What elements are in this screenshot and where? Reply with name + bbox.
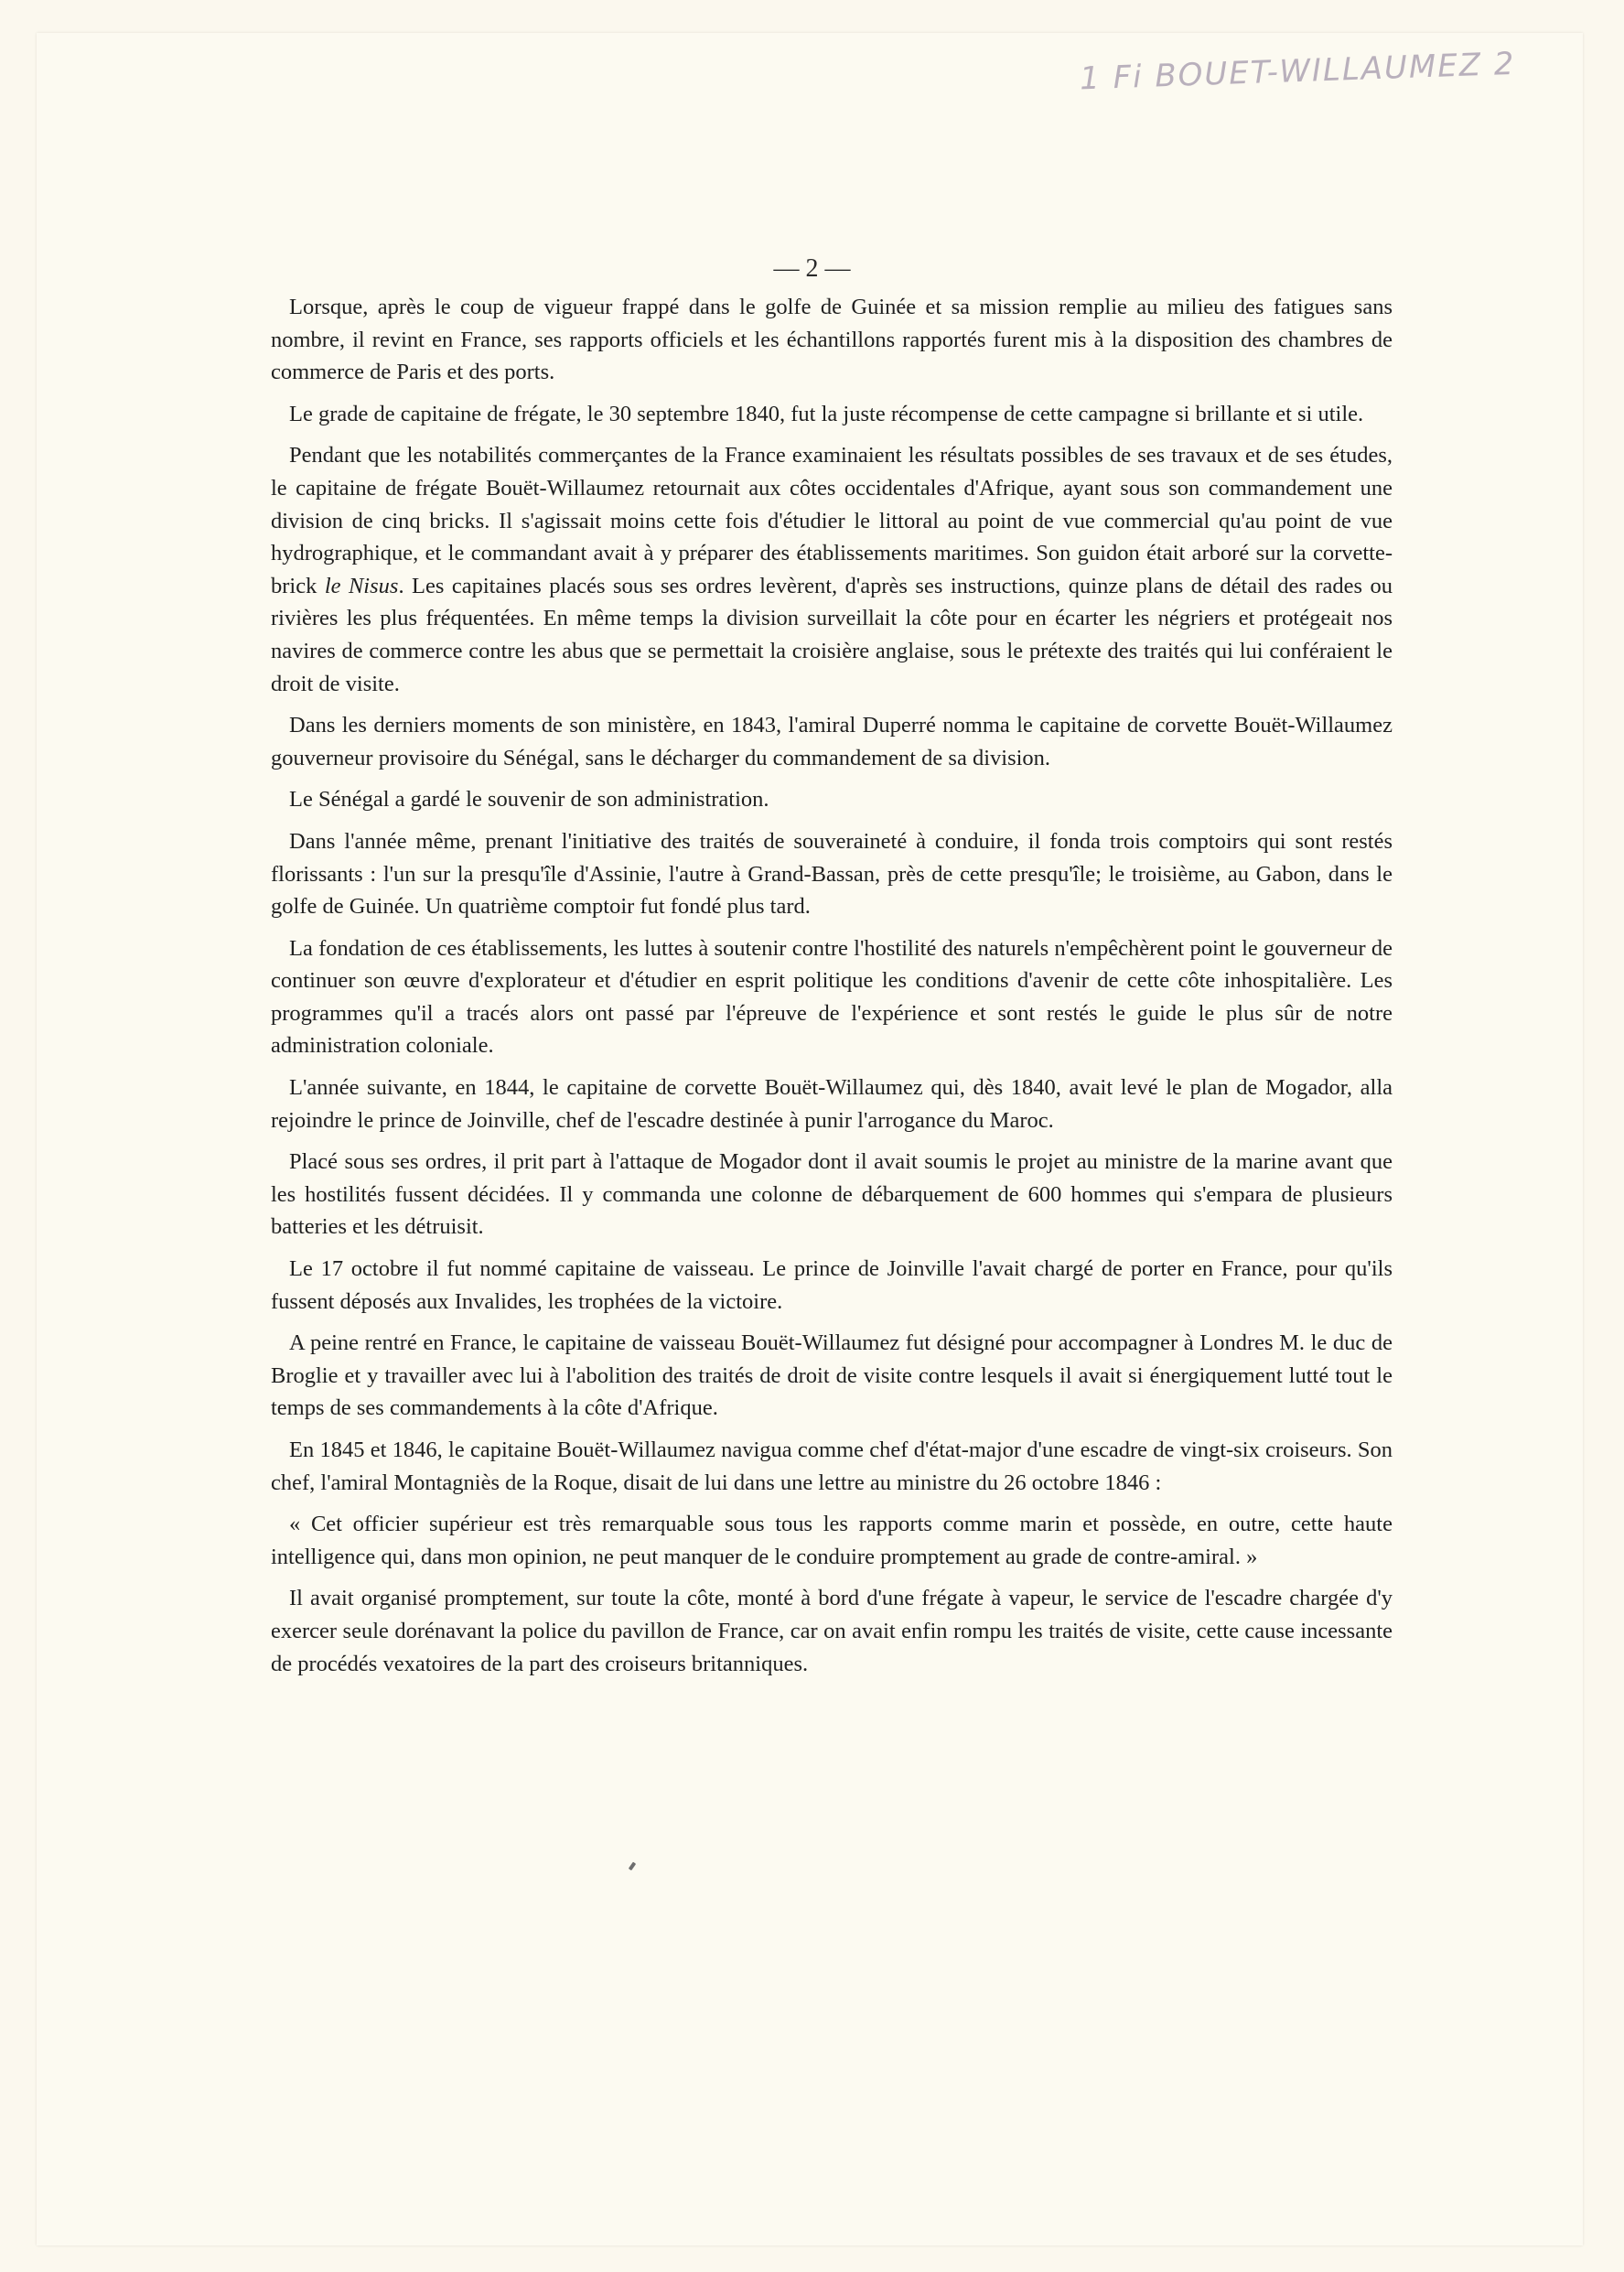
paragraph: Dans l'année même, prenant l'initiative des traités de souveraineté à conduire, il fonda trois comptoirs qui sont restés florissants : l'un sur la presqu'île d'Assinie, l'autre à Grand-Bassan, près de cette presqu'île; le troisième, au Gabon, dans le golfe de Guinée. Un quatrième comptoir fut fondé plus tard. xyxy=(271,828,1393,920)
ship-name: le Nisus xyxy=(324,573,399,598)
paragraph: Dans les derniers moments de son ministère, en 1843, l'amiral Duperré nomma le capitaine de corvette Bouët-Willaumez gouverneur provisoire du Sénégal, sans le décharger du commandement de sa division. xyxy=(271,713,1393,770)
paragraph: Le 17 octobre il fut nommé capitaine de vaisseau. Le prince de Joinville l'avait chargé de porter en France, pour qu'ils fussent déposés aux Invalides, les trophées de la victoire. xyxy=(271,1256,1393,1314)
paragraph: La fondation de ces établissements, les luttes à soutenir contre l'hostilité des naturels n'empêchèrent point le gouverneur de continuer son œuvre d'explorateur et d'étudier en esprit politique les conditions d'avenir de cette côte inhospitalière. Les programmes qu'il a tracés alors ont passé par l'épreuve de l'expérience et sont restés le guide le plus sûr de notre administration coloniale. xyxy=(271,935,1393,1059)
paragraph: Il avait organisé promptement, sur toute la côte, monté à bord d'une frégate à vapeur, le service de l'escadre chargée d'y exercer seule dorénavant la police du pavillon de France, car on avait enfin rompu les traités de visite, cette cause incessante de procédés vexatoires de la part des croiseurs britanniques. xyxy=(271,1586,1393,1676)
paragraph-text: Pendant que les notabilités commerçantes de la France examinaient les résultats possibles de ses travaux et de ses études, le capitaine de frégate Bouët-Willaumez retournait aux côtes occidentales d'Afrique, ayant sous son commandement une division de cinq bricks. Il s'agissait moins cette fois d'étudier le littoral au point de vue commercial qu'au point de vue hydrographique, et le commandant avait à y préparer des établissements maritimes. Son guidon était arboré sur la corvette-brick xyxy=(271,443,1393,598)
quoted-letter: « Cet officier supérieur est très remarquable sous tous les rapports comme marin et possède, en outre, cette haute intelligence qui, dans mon opinion, ne peut manquer de le conduire promptement au grade de contre-amiral. » xyxy=(271,1512,1393,1569)
paragraph: A peine rentré en France, le capitaine de vaisseau Bouët-Willaumez fut désigné pour accompagner à Londres M. le duc de Broglie et y travailler avec lui à l'abolition des traités de droit de visite contre lesquels il avait si énergiquement lutté tout le temps de ses commandements à la côte d'Afrique. xyxy=(271,1330,1393,1421)
page-number: — 2 — xyxy=(773,254,851,283)
paragraph: L'année suivante, en 1844, le capitaine de corvette Bouët-Willaumez qui, dès 1840, avait levé le plan de Mogador, alla rejoindre le prince de Joinville, chef de l'escadre destinée à punir l'arrogance du Maroc. xyxy=(271,1075,1393,1133)
paragraph: En 1845 et 1846, le capitaine Bouët-Willaumez navigua comme chef d'état-major d'une escadre de vingt-six croiseurs. Son chef, l'amiral Montagniès de la Roque, disait de lui dans une lettre au ministre du 26 octobre 1846 : xyxy=(271,1437,1393,1495)
paragraph xyxy=(271,439,1393,700)
paragraph-text: . Les capitaines placés sous ses ordres levèrent, d'après ses instructions, quinze plans de détail des rades ou rivières les plus fréquentées. En même temps la division surveillait la côte pour en écarter les négriers et protégeait nos navires de commerce contre les abus que se permettait la croisière anglaise, sous le prétexte des traités qui lui conféraient le droit de visite. xyxy=(271,573,1393,696)
document-body xyxy=(271,291,1393,1689)
paragraph: Le grade de capitaine de frégate, le 30 septembre 1840, fut la juste récompense de cette campagne si brillante et si utile. xyxy=(289,401,1364,426)
paragraph: Lorsque, après le coup de vigueur frappé dans le golfe de Guinée et sa mission remplie au milieu des fatigues sans nombre, il revint en France, ses rapports officiels et les échantillons rapportés furent mis à la disposition des chambres de commerce de Paris et des ports. xyxy=(271,295,1393,385)
paragraph: Placé sous ses ordres, il prit part à l'attaque de Mogador dont il avait soumis le projet au ministre de la marine avant que les hostilités fussent décidées. Il y commanda une colonne de débarquement de 600 hommes qui s'empara de plusieurs batteries et les détruisit. xyxy=(271,1149,1393,1240)
archive-reference-annotation: 1 Fi BOUET-WILLAUMEZ 2 xyxy=(1079,45,1517,98)
paragraph: Le Sénégal a gardé le souvenir de son administration. xyxy=(289,787,769,813)
